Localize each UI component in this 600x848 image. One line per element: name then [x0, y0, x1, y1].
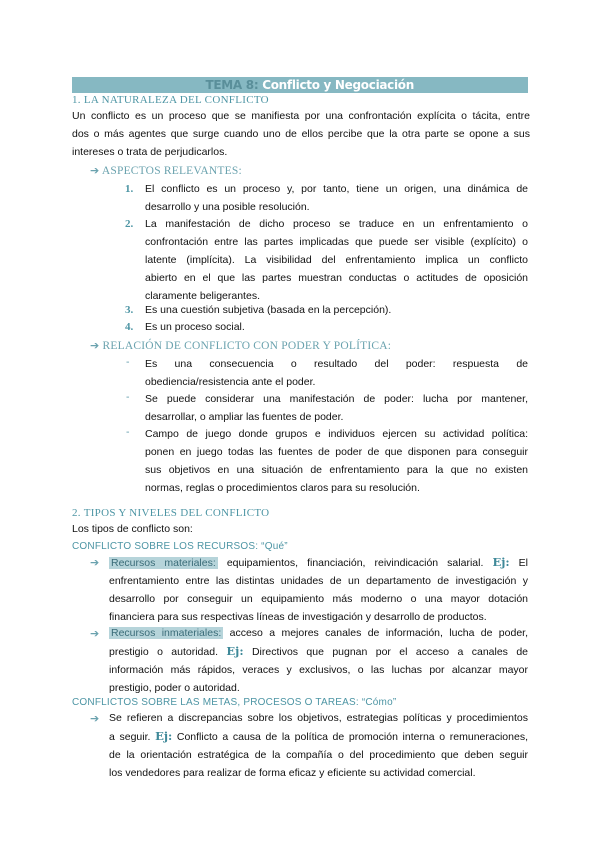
list-item [145, 180, 528, 216]
intro-line: intereses o trata de perjudicarlos. [72, 146, 228, 158]
list-number: 1. [125, 183, 134, 195]
title-bar [72, 77, 528, 93]
list-item-line: claramente beligerantes. [145, 290, 260, 302]
power-item-line: obediencia/resistencia ante el poder. [145, 376, 316, 388]
list-number: 3. [125, 304, 134, 316]
immaterial-line [109, 642, 528, 661]
material-line: enfrentamiento entre las distintas unidades de un departamento de investigación y [109, 575, 528, 587]
list-item [145, 215, 528, 305]
list-number: 2. [125, 218, 134, 230]
immaterial-line [109, 624, 528, 642]
arrow-icon: ➔ [90, 712, 100, 725]
aspects-heading-text: ASPECTOS RELEVANTES: [101, 165, 242, 177]
material-line: desarrollo por conseguir un equipamiento más moderno o una mayor dotación [109, 593, 528, 605]
list-item-line: abierto en el que las partes muestran conductas o actitudes de oposición [145, 272, 528, 284]
page-title [206, 77, 529, 93]
arrow-icon: ➔ [90, 627, 100, 640]
dash-bullet: - [126, 391, 130, 403]
immaterial-resources [109, 624, 528, 697]
power-item-line: desarrollar, o ampliar las fuentes de poder. [145, 411, 344, 423]
goals-line [109, 727, 528, 746]
power-item [145, 390, 528, 426]
power-item-line: ponen en juego todas las fuentes de poder de que disponen para conseguir [145, 446, 528, 458]
power-item-line: Es una consecuencia o resultado del poder: respuesta de [145, 358, 528, 370]
material-text: El [509, 557, 529, 569]
immaterial-line: información más rápidos, veraces y exclusivos, o las luchas por alcanzar mayor [109, 664, 528, 676]
arrow-icon: ➔ [90, 556, 100, 569]
list-number: 4. [125, 321, 134, 333]
immaterial-text: prestigio o autoridad. [109, 646, 227, 658]
goals-line: Se refieren a discrepancias sobre los objetivos, estrategias políticas y procedimientos [109, 712, 528, 724]
section-2-intro: Los tipos de conflicto son: [72, 523, 193, 535]
power-item [145, 355, 528, 391]
goals-item [109, 709, 528, 782]
power-heading [90, 339, 391, 352]
material-resources [109, 553, 528, 626]
arrow-icon: ➔ [90, 339, 100, 352]
material-tag: Recursos materiales: [111, 557, 216, 569]
title-text: Conflicto y Negociación [258, 78, 414, 92]
resources-label: CONFLICTO SOBRE LOS RECURSOS: “Qué” [72, 541, 288, 552]
goals-label: CONFLICTOS SOBRE LAS METAS, PROCESOS O TAREAS: “Cómo” [72, 697, 397, 708]
immaterial-text: Directivos que pugnan por el acceso a canales de [243, 646, 528, 658]
material-text: equipamientos, financiación, reivindicación salarial. [217, 557, 493, 569]
goals-line: los vendedores para realizar de forma eficaz y eficiente su actividad comercial. [109, 767, 476, 779]
intro-line: dos o más agentes que surge cuando uno de ellos percibe que la otra parte se opone a sus [72, 128, 530, 140]
dash-bullet: - [126, 356, 130, 368]
power-heading-text: RELACIÓN DE CONFLICTO CON PODER Y POLÍTICA: [102, 340, 392, 352]
power-item-line: Se puede considerar una manifestación de poder: lucha por mantener, [145, 393, 528, 405]
list-item-line: La manifestación de dicho proceso se traduce en un enfrentamiento o [145, 218, 528, 230]
list-item [145, 318, 528, 336]
list-item [145, 301, 528, 319]
dash-bullet: - [126, 426, 130, 438]
list-item-line: latente (implícita). La visibilidad del enfrentamiento implica un conflicto [145, 254, 528, 266]
material-line [109, 553, 528, 572]
power-item [145, 425, 528, 497]
section-2-heading: 2. TIPOS Y NIVELES DEL CONFLICTO [72, 507, 270, 519]
list-item-line: Es un proceso social. [145, 321, 245, 333]
intro-line: Un conflicto es un proceso que se manifiesta por una confrontación explícita o tácita, entre [72, 110, 530, 122]
immaterial-tag: Recursos inmateriales: [111, 627, 222, 639]
power-item-line: normas, reglas o procedimientos claros para su resolución. [145, 482, 420, 494]
list-item-line: desarrollo y una posible resolución. [145, 201, 310, 213]
immaterial-line: prestigio, poder o autoridad. [109, 682, 240, 694]
immaterial-text: acceso a mejores canales de información, lucha de poder, [223, 627, 529, 639]
goals-text: a seguir. [109, 731, 156, 743]
power-item-line: Campo de juego donde grupos e individuos ejercen su actividad política: [145, 428, 528, 440]
list-item-line: El conflicto es un proceso y, por tanto, tiene un origen, una dinámica de [145, 183, 528, 195]
arrow-icon: ➔ [90, 164, 100, 177]
example-label: Ej: [492, 555, 510, 569]
title-number: TEMA 8: [205, 78, 259, 92]
list-item-line: Es una cuestión subjetiva (basada en la percepción). [145, 304, 392, 316]
goals-text: Conflicto a causa de la política de promoción interna o remuneraciones, [172, 731, 528, 743]
goals-line: de la orientación estratégica de la compañía o del procedimiento que deben seguir [109, 749, 528, 761]
material-line: financiera para sus respectivas líneas de investigación y desarrollo de productos. [109, 611, 487, 623]
section-1-heading: 1. LA NATURALEZA DEL CONFLICTO [72, 94, 269, 106]
power-item-line: sus objetivos en una situación de enfrentamiento para la que no existen [145, 464, 528, 476]
example-label: Ej: [226, 644, 244, 658]
example-label: Ej: [155, 729, 173, 743]
list-item-line: confrontación entre las partes implicadas que puede ser visible (explícito) o [145, 236, 528, 248]
aspects-heading [90, 164, 242, 177]
section-1-intro [72, 107, 530, 161]
